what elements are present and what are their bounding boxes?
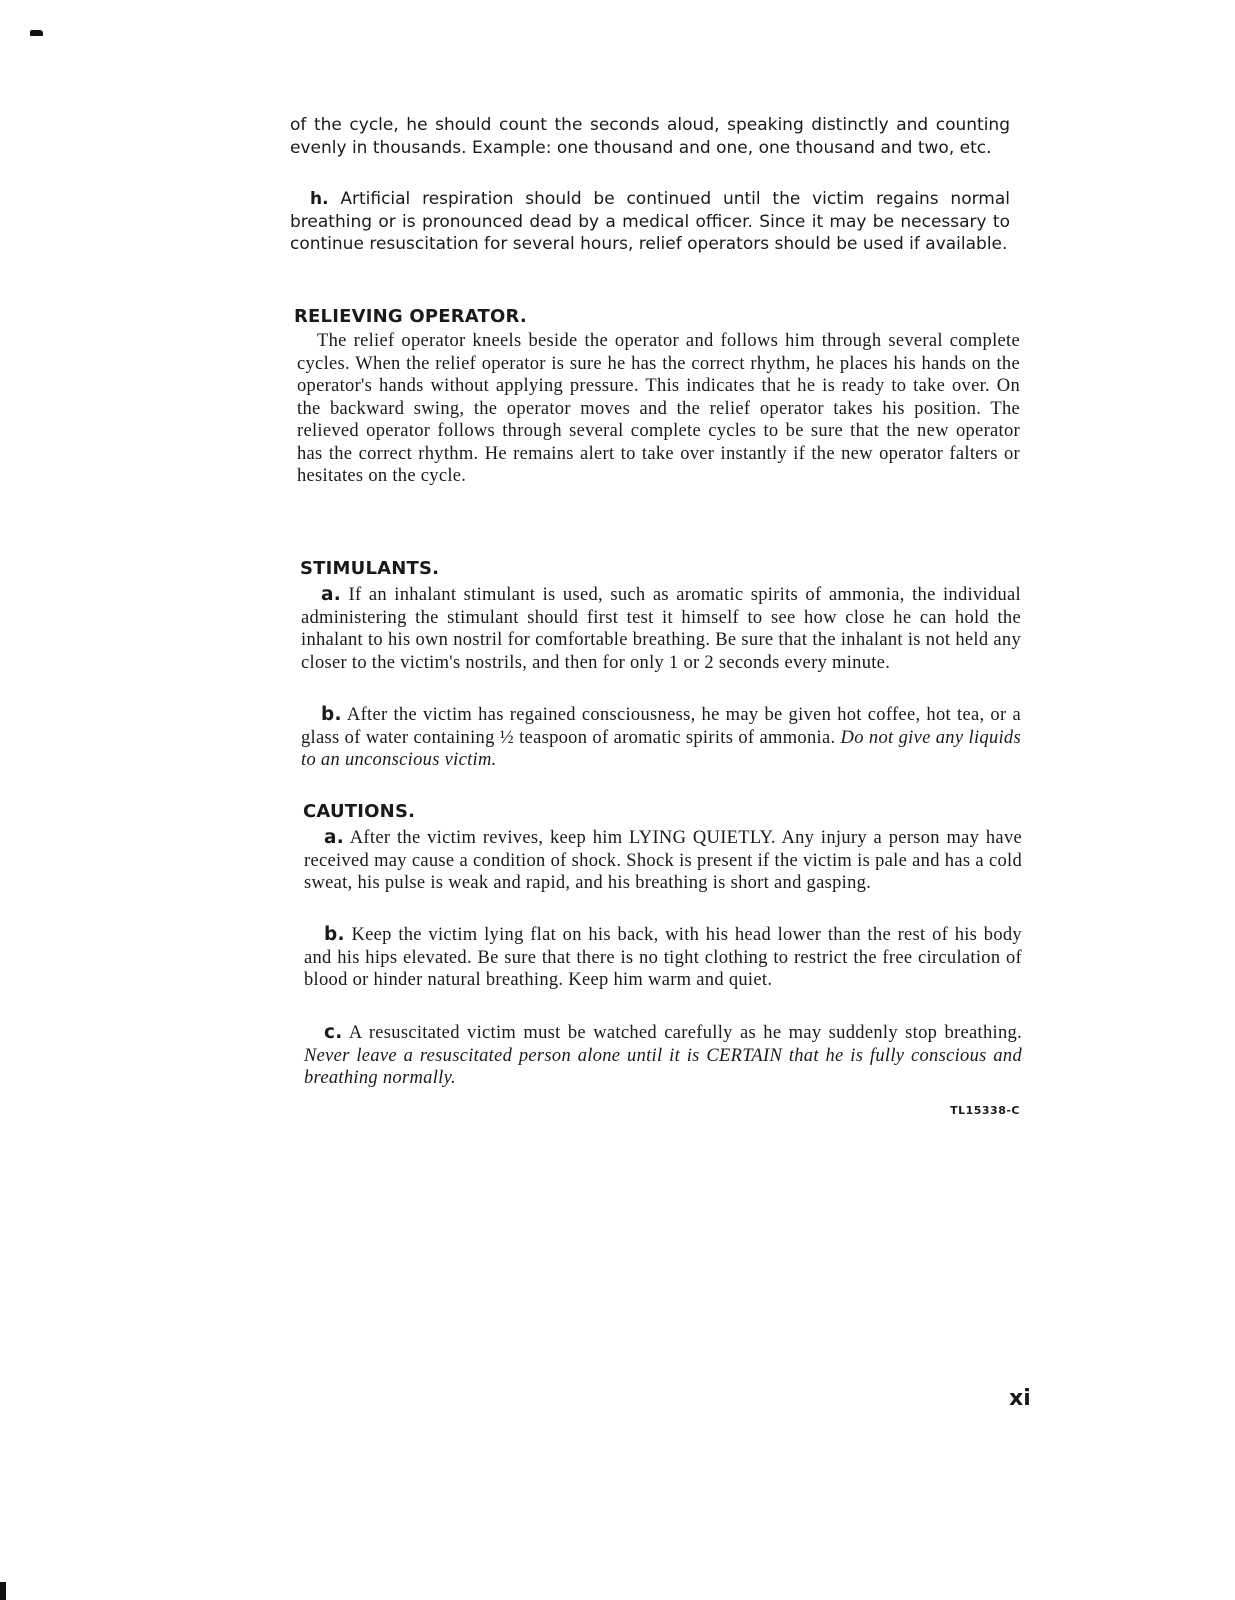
figure-code: TL15338-C [950,1104,1020,1117]
continuation-paragraph: of the cycle, he should count the seconds aloud, speaking distinctly and counting evenly in thousands. Example: one thousand and one, one thousand and two, etc. [290,115,1010,158]
cautions-b-paragraph [304,924,1022,992]
cautions-a-text: After the victim revives, keep him LYING QUIETLY. Any injury a person may have received may cause a condition of shock. Shock is present if the victim is pale and has a cold sweat, his pulse is weak and rapid, and his breathing is short and gasping. [304,828,1023,893]
cautions-heading: CAUTIONS. [303,801,416,822]
stimulants-heading: STIMULANTS. [300,558,440,579]
item-h-paragraph [290,188,1010,256]
cautions-b-text: Keep the victim lying flat on his back, with his head lower than the rest of his body and his hips elevated. Be sure that there is no tight clothing to restrict the free circulation of blood or hinder natural breathing. Keep him warm and quiet. [304,925,1022,990]
cautions-b-label: b. [324,924,345,945]
page-number: xi [1009,1386,1031,1411]
cautions-c-label: c. [324,1022,343,1043]
cautions-a-label: a. [324,827,345,848]
scan-mark-top [30,30,43,36]
cautions-a-paragraph [304,827,1022,895]
stimulants-a-paragraph [301,584,1021,674]
item-h-text: Artificial respiration should be continued until the victim regains normal breathing or is pronounced dead by a medical officer. Since it may be necessary to continue resuscitation for several hours, relief operators should be used if available. [290,189,1010,254]
cautions-c-text: A resuscitated victim must be watched carefully as he may suddenly stop breathing. [348,1023,1022,1043]
stimulants-b-label: b. [321,704,342,725]
stimulants-b-italic: Do not give any liquids to an unconscious victim. [301,727,1021,770]
item-h-label: h. [310,189,329,209]
cautions-c-paragraph [304,1022,1022,1090]
cautions-c-italic: Never leave a resuscitated person alone until it is CERTAIN that he is fully conscious and breathing normally. [304,1045,1022,1088]
stimulants-a-label: a. [321,584,342,605]
stimulants-b-paragraph [301,704,1021,772]
relieving-paragraph: The relief operator kneels beside the operator and follows him through several complete cycles. When the relief operator is sure he has the correct rhythm, he places his hands on the operator's hands without applying pressure. This indicates that he is ready to take over. On the backward swing, the operator moves and the relief operator takes his position. The relieved operator follows through several complete cycles to be sure that the new operator has the correct rhythm. He remains alert to take over instantly if the new operator falters or hesitates on the cycle. [297,331,1020,486]
relieving-heading: RELIEVING OPERATOR. [294,306,527,327]
stimulants-b-text: After the victim has regained consciousness, he may be given hot coffee, hot tea, or a glass of water containing ½ teaspoon of aromatic spirits of ammonia. [301,705,1021,748]
stimulants-a-text: If an inhalant stimulant is used, such as aromatic spirits of ammonia, the individual administering the stimulant should first test it himself to see how close he can hold the inhalant to his own nostril for comfortable breathing. Be sure that the inhalant is not held any closer to the victim's nostrils, and then for only 1 or 2 seconds every minute. [301,585,1021,673]
scan-mark-bottom [0,1582,6,1600]
